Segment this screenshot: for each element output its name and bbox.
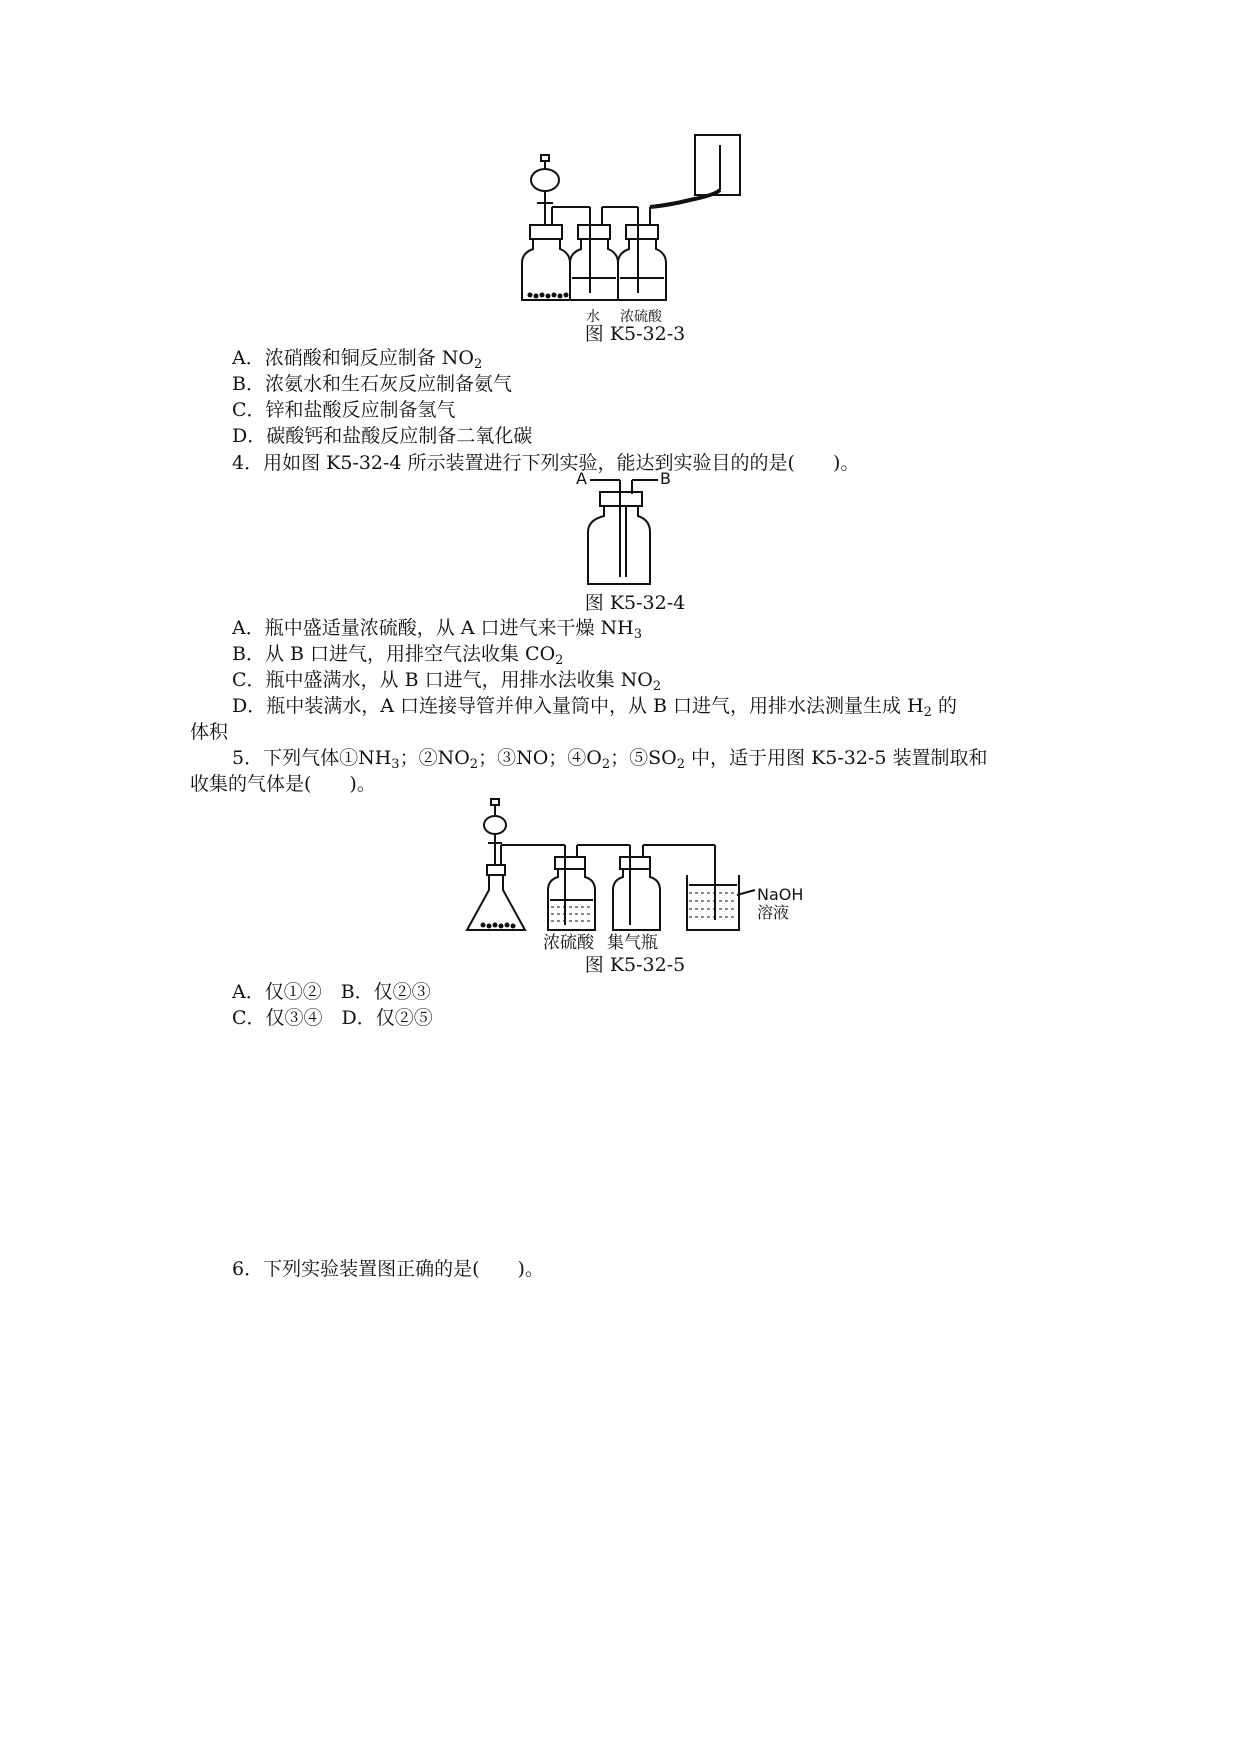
fig4-caption: 图 K5-32-4 <box>584 592 686 614</box>
fig5-solution-label: 溶液 <box>757 903 790 922</box>
figure-k5-32-3 <box>520 145 760 345</box>
q5-options-row2: C．仅③④ D．仅②⑤ <box>232 1007 433 1029</box>
fig3-acid-label: 浓硫酸 <box>620 309 662 325</box>
q3-option-c: C．锌和盐酸反应制备氢气 <box>232 399 456 421</box>
figure-k5-32-5 <box>465 795 825 953</box>
q4-option-c: C．瓶中盛满水，从 B 口进气，用排水法收集 $NO_2$ <box>232 669 662 694</box>
fig4-label-a: A <box>576 469 587 488</box>
q3-option-b: B．浓氨水和生石灰反应制备氨气 <box>232 373 512 395</box>
fig5-caption: 图 K5-32-5 <box>584 954 686 976</box>
q4-option-b: B．从 B 口进气，用排空气法收集 $CO_2$ <box>232 643 564 668</box>
fig3-water-label: 水 <box>586 309 600 325</box>
q3-option-d: D．碳酸钙和盐酸反应制备二氧化碳 <box>232 425 533 447</box>
fig5-acid-label: 浓硫酸 <box>543 933 594 953</box>
fig5-bottle-label: 集气瓶 <box>607 933 658 953</box>
q4-stem: 4．用如图 K5-32-4 所示装置进行下列实验，能达到实验目的的是( )。 <box>232 452 860 474</box>
q6-stem: 6．下列实验装置图正确的是( )。 <box>232 1258 544 1280</box>
q3-option-a: A．浓硝酸和铜反应制备 $NO_2$ <box>232 347 483 372</box>
q5-options-row1: A．仅①② B．仅②③ <box>232 981 431 1003</box>
q4-option-d: D．瓶中装满水，A 口连接导管并伸入量筒中，从 B 口进气，用排水法测量生成 $H_2$ 的 <box>232 695 957 720</box>
q4-option-d-continued: 体积 <box>190 721 229 743</box>
q5-stem-line1: 5．下列气体$①NH_3$；$②NO_2$；③NO；$④O_2$；$⑤SO_2$ 中，适于用图 K5-32-5 装置制取和 <box>232 747 988 772</box>
figure-k5-32-4 <box>576 469 700 592</box>
fig4-label-b: B <box>660 469 671 488</box>
fig3-caption: 图 K5-32-3 <box>584 323 686 345</box>
q4-option-a: A．瓶中盛适量浓硫酸，从 A 口进气来干燥 $NH_3$ <box>232 617 643 642</box>
q5-stem-line2: 收集的气体是( )。 <box>190 773 376 795</box>
fig5-naoh-label: NaOH <box>757 885 804 904</box>
